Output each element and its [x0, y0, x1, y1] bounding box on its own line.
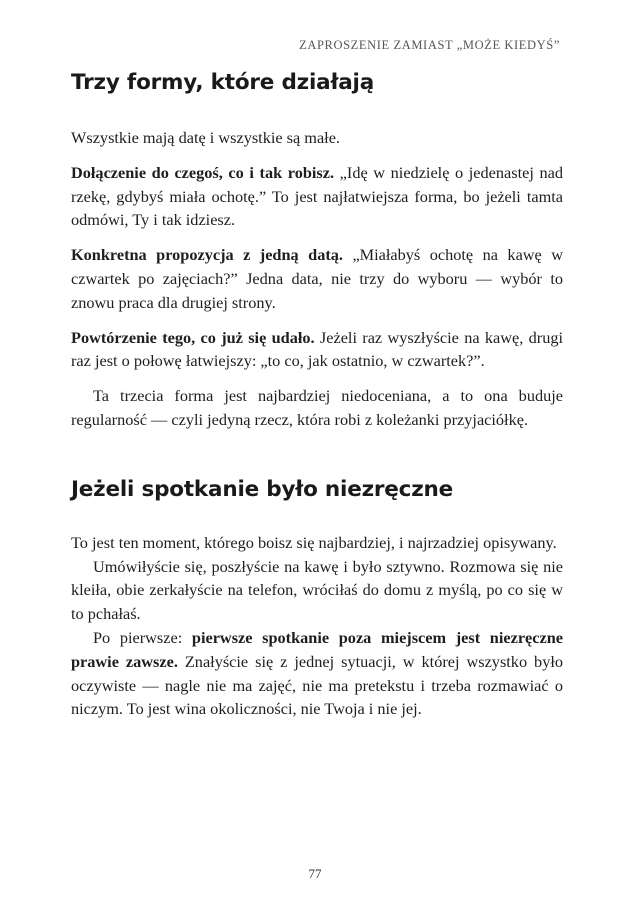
- form-join-title: Dołączenie do czegoś, co i tak robisz.: [71, 162, 335, 182]
- form-join-paragraph: [71, 161, 563, 232]
- awkward-lead: Po pierwsze:: [93, 627, 192, 647]
- page-number: 77: [308, 866, 322, 881]
- form-repeat-paragraph: [71, 326, 563, 374]
- section-heading-forms: Trzy formy, które działają: [71, 70, 375, 95]
- form-specific-title: Konkretna propozycja z jedną datą.: [71, 245, 343, 265]
- page-content: [71, 70, 563, 721]
- form-specific-paragraph: [71, 243, 563, 314]
- section-heading-awkward: Jeżeli spotkanie było niezręczne: [71, 476, 454, 502]
- awkward-paragraph-1: To jest ten moment, którego boisz się najbardziej, i najrzadziej opisywany.: [71, 532, 557, 552]
- forms-closing-paragraph: Ta trzecia forma jest najbardziej niedoceniana, a to ona buduje regularność — czyli jedyną rzecz, która robi z koleżanki przyjaciółkę.: [71, 386, 563, 429]
- awkward-text: Znałyście się z jednej sytuacji, w której wszystko było oczywiste — nagle nie ma zajęć, nie ma pretekstu i trzeba rozmawiać o niczym. To jest wina okoliczności, nie Twoja i nie jej.: [71, 651, 563, 719]
- form-repeat-title: Powtórzenie tego, co już się udało.: [71, 327, 315, 347]
- awkward-paragraph-2: Umówiłyście się, poszłyście na kawę i było sztywno. Rozmowa się nie kleiła, obie zerkałyście na telefon, wróciłaś do domu z myślą, po co się w to pchałaś.: [71, 556, 563, 624]
- forms-intro: Wszystkie mają datę i wszystkie są małe.: [71, 128, 341, 147]
- form-join-text: „Idę w niedzielę o jedenastej nad rzekę, gdybyś miała ochotę.” To jest najłatwiejsza forma, bo jeżeli tamta odmówi, Ty i tak idziesz.: [71, 162, 563, 230]
- running-head: ZAPROSZENIE ZAMIAST „MOŻE KIEDYŚ”: [299, 38, 560, 52]
- form-repeat-text: Jeżeli raz wyszłyście na kawę, drugi raz jest o połowę łatwiejszy: „to co, jak ostatnio, w czwartek?”.: [71, 327, 563, 371]
- awkward-emphasis: pierwsze spotkanie poza miejscem jest niezręczne prawie zawsze.: [71, 627, 564, 671]
- form-specific-text: „Miałabyś ochotę na kawę w czwartek po zajęciach?” Jedna data, nie trzy do wyboru — wybór to znowu praca dla drugiej strony.: [71, 245, 564, 312]
- awkward-paragraph-3: [71, 626, 563, 721]
